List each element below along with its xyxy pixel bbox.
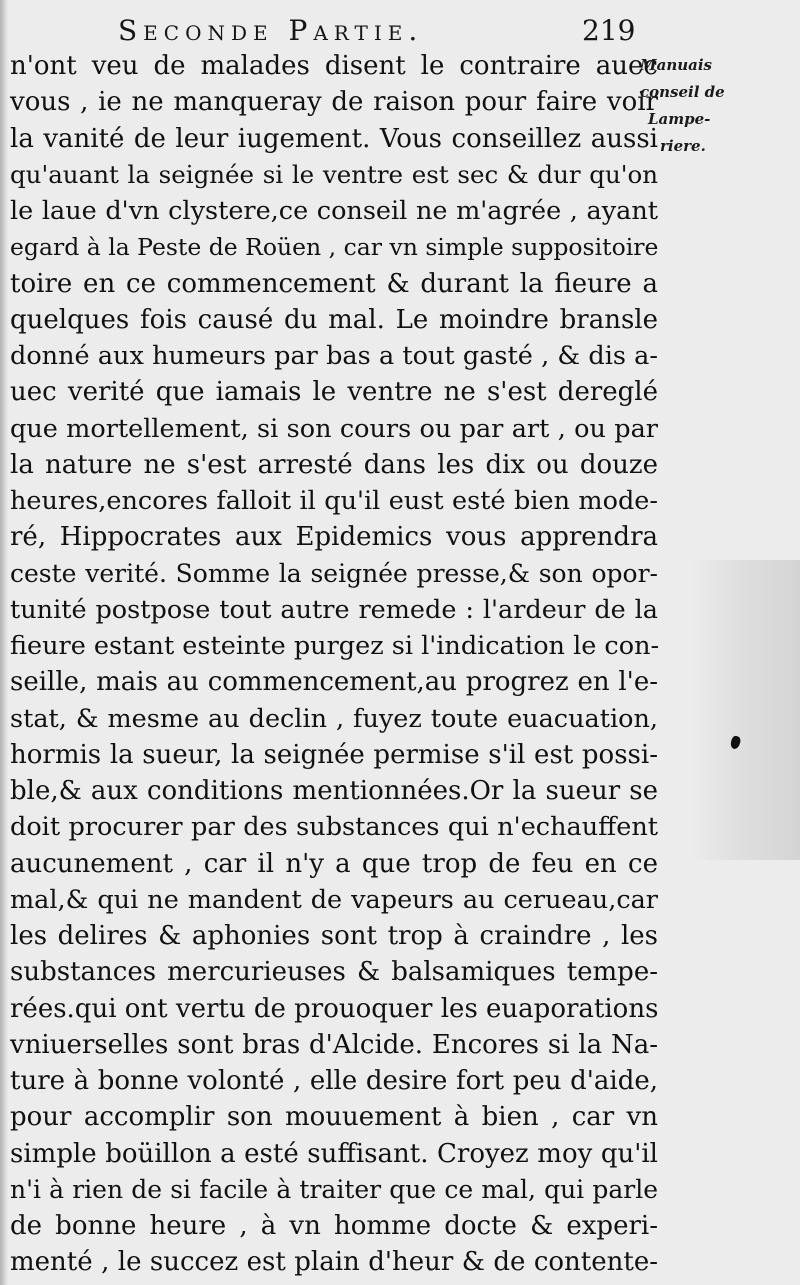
body-text: [10, 48, 660, 1281]
text-line: le laue d'vn clystere,ce conseil ne m'agrée , ayant: [10, 196, 658, 226]
text-line: vous , ie ne manqueray de raison pour faire voir: [10, 87, 658, 118]
text-line: vniuerselles sont bras d'Alcide. Encores si la Na-: [10, 1029, 658, 1060]
marginal-note-line: Lampe-: [648, 110, 711, 128]
text-line: ré, Hippocrates aux Epidemics vous apprendra: [10, 522, 658, 553]
bleed-through-shadow: [690, 560, 800, 860]
text-line: mal,& qui ne mandent de vapeurs au cerueau,car: [10, 884, 658, 915]
marginal-note-line: Manuais: [640, 56, 712, 74]
text-line: egard à la Peste de Roüen , car vn simple suppositoire: [10, 233, 659, 262]
text-line: pour accomplir son mouuement à bien , car vn: [10, 1102, 658, 1133]
text-line: ture à bonne volonté , elle desire fort peu d'aide,: [10, 1066, 658, 1096]
text-line: substances mercurieuses & balsamiques tempe-: [10, 957, 658, 988]
text-line: fieure estant esteinte purgez si l'indication le con-: [10, 631, 660, 661]
marginal-note-line: riere.: [660, 137, 706, 155]
text-line: tunité postpose tout autre remede : l'ardeur de la: [10, 594, 658, 625]
text-line: uec verité que iamais le ventre ne s'est dereglé: [10, 377, 658, 408]
text-line: de bonne heure , à vn homme docte & experi-: [10, 1211, 658, 1241]
text-line: n'ont veu de malades disent le contraire auec: [10, 51, 658, 81]
text-line: les delires & aphonies sont trop à craindre , les: [10, 921, 658, 951]
text-line: qu'auant la seignée si le ventre est sec & dur qu'on: [10, 159, 658, 189]
text-line: la nature ne s'est arresté dans les dix ou douze: [10, 449, 658, 480]
marginal-note-line: conseil de: [640, 83, 725, 101]
text-line: ceste verité. Somme la seignée presse,& son opor-: [10, 558, 658, 588]
text-line: seille, mais au commencement,au progrez en l'e-: [10, 667, 658, 698]
text-line: doit procurer par des substances qui n'echauffent: [10, 812, 658, 843]
marginal-note: [640, 52, 795, 160]
text-line: ble,& aux conditions mentionnées.Or la sueur se: [10, 776, 658, 806]
text-line: simple boüillon a esté suffisant. Croyez moy qu'il: [10, 1138, 658, 1169]
text-line: stat, & mesme au declin , fuyez toute euacuation,: [10, 703, 658, 734]
text-line: donné aux humeurs par bas a tout gasté , & dis a-: [10, 341, 658, 371]
text-line: menté , le succez est plain d'heur & de contente-: [10, 1247, 658, 1278]
text-line: n'i à rien de si facile à traiter que ce mal, qui parle: [10, 1174, 658, 1204]
text-line: toire en ce commencement & durant la fieure a: [10, 268, 658, 299]
text-line: quelques fois causé du mal. Le moindre bransle: [10, 304, 658, 335]
running-head-title: Seconde Partie.: [118, 14, 424, 47]
text-line: rées.qui ont vertu de prouoquer les euaporations: [10, 993, 659, 1024]
text-line: hormis la sueur, la seignée permise s'il est possi-: [10, 739, 658, 770]
text-line: aucunement , car il n'y a que trop de feu en ce: [10, 848, 658, 879]
page-gutter-shadow: [0, 0, 8, 1285]
page-number: 219: [582, 14, 636, 47]
text-line: la vanité de leur iugement. Vous conseillez aussi: [10, 123, 658, 154]
text-line: heures,encores falloit il qu'il eust esté bien mode-: [10, 486, 658, 516]
text-line: que mortellement, si son cours ou par art , ou par: [10, 413, 658, 444]
